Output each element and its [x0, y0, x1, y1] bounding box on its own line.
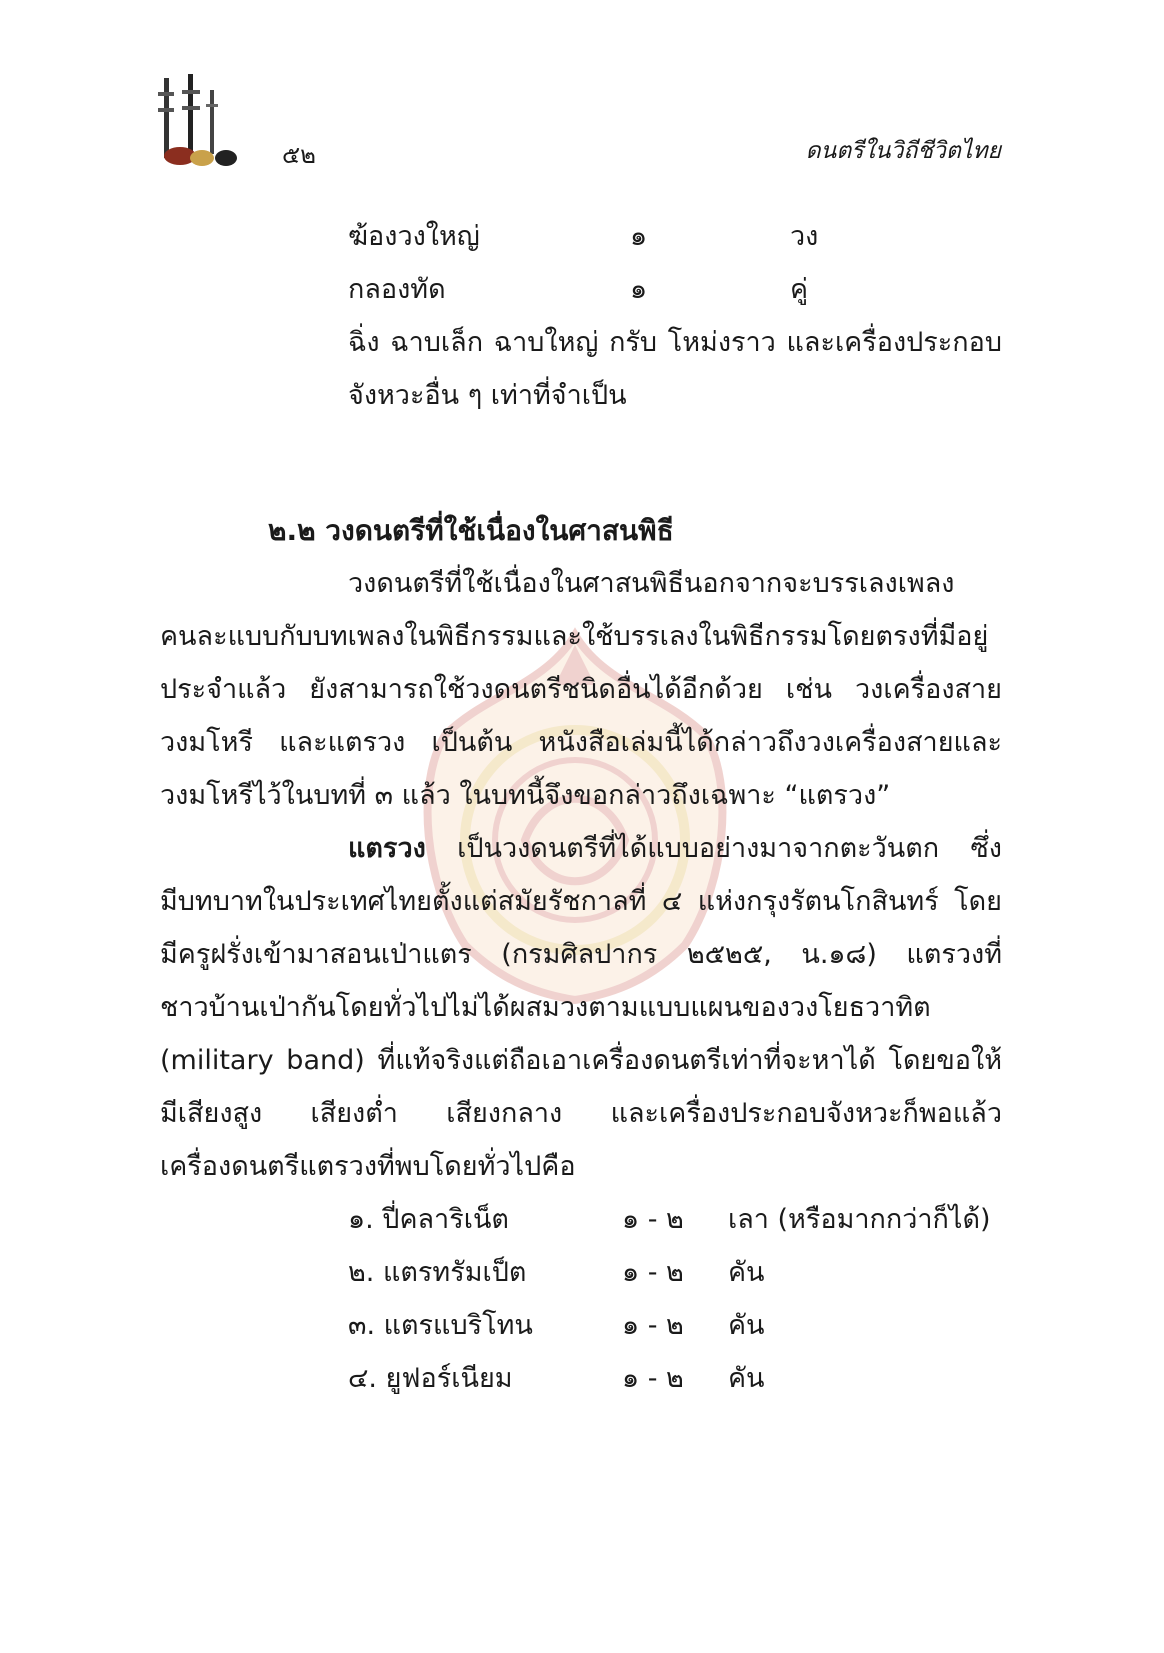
instrument-qty: ๑ - ๒: [622, 1363, 684, 1394]
list-item-name: ฆ้องวงใหญ่: [348, 221, 480, 252]
list-item-qty: ๑: [630, 221, 648, 252]
paragraph-line: [348, 829, 1002, 869]
paragraph-line: เครื่องดนตรีแตรวงที่พบโดยทั่วไปคือ: [160, 1151, 576, 1182]
ensemble-note-line: จังหวะอื่น ๆ เท่าที่จำเป็น: [348, 380, 627, 411]
instrument-unit: คัน: [728, 1363, 765, 1394]
paragraph-line: วงดนตรีที่ใช้เนื่องในศาสนพิธีนอกจากจะบรรเลงเพลง: [348, 568, 955, 599]
section-heading: ๒.๒ วงดนตรีที่ใช้เนื่องในศาสนพิธี: [268, 514, 674, 547]
paragraph-line: ประจำแล้ว ยังสามารถใช้วงดนตรีชนิดอื่นได้อีกด้วย เช่น วงเครื่องสาย: [160, 674, 1002, 705]
paragraph-line: มีครูฝรั่งเข้ามาสอนเป่าแตร (กรมศิลปากร ๒๕๒๕, น.๑๘) แตรวงที่: [160, 939, 1002, 970]
paragraph-line: ชาวบ้านเป่ากันโดยทั่วไปไม่ได้ผสมวงตามแบบแผนของวงโยธวาทิต: [160, 992, 931, 1023]
instrument-unit: คัน: [728, 1257, 765, 1288]
paragraph-line: (military band) ที่แท้จริงแต่ถือเอาเครื่องดนตรีเท่าที่จะหาได้ โดยขอให้: [160, 1045, 1002, 1076]
instrument-label: ๓. แตรแบริโทน: [348, 1310, 533, 1341]
thai-fiddle-instruments-icon: [150, 70, 250, 170]
list-item-unit: วง: [790, 221, 819, 252]
running-title: ดนตรีในวิถีชีวิตไทย: [805, 138, 1001, 164]
ensemble-note-line: ฉิ่ง ฉาบเล็ก ฉาบใหญ่ กรับ โหม่งราว และเครื่องประกอบ: [348, 327, 1002, 358]
paragraph-line: คนละแบบกับบทเพลงในพิธีกรรมและใช้บรรเลงในพิธีกรรมโดยตรงที่มีอยู่: [160, 621, 989, 652]
instrument-qty: ๑ - ๒: [622, 1310, 684, 1341]
paragraph-line: วงมโหรี และแตรวง เป็นต้น หนังสือเล่มนี้ได้กล่าวถึงวงเครื่องสายและ: [160, 727, 1002, 758]
term-traewong: แตรวง: [348, 833, 426, 864]
instrument-label: ๔. ยูฟอร์เนียม: [348, 1363, 513, 1394]
paragraph-line: มีบทบาทในประเทศไทยตั้งแต่สมัยรัชกาลที่ ๔ แห่งกรุงรัตนโกสินทร์ โดย: [160, 886, 1002, 917]
instrument-qty: ๑ - ๒: [622, 1204, 684, 1235]
page-number: ๕๒: [282, 141, 316, 169]
instrument-qty: ๑ - ๒: [622, 1257, 684, 1288]
paragraph-text: เป็นวงดนตรีที่ได้แบบอย่างมาจากตะวันตก ซึ่ง: [457, 833, 1002, 864]
list-item-unit: คู่: [790, 274, 809, 305]
list-item-name: กลองทัด: [348, 274, 446, 305]
instrument-unit: เลา (หรือมากกว่าก็ได้): [728, 1204, 991, 1235]
instrument-unit: คัน: [728, 1310, 765, 1341]
instrument-label: ๑. ปี่คลาริเน็ต: [348, 1204, 509, 1235]
paragraph-line: วงมโหรีไว้ในบทที่ ๓ แล้ว ในบทนี้จึงขอกล่าวถึงเฉพาะ “แตรวง”: [160, 780, 891, 811]
instrument-label: ๒. แตรทรัมเป็ต: [348, 1257, 527, 1288]
list-item-qty: ๑: [630, 274, 648, 305]
paragraph-line: มีเสียงสูง เสียงต่ำ เสียงกลาง และเครื่องประกอบจังหวะก็พอแล้ว: [160, 1098, 1002, 1129]
